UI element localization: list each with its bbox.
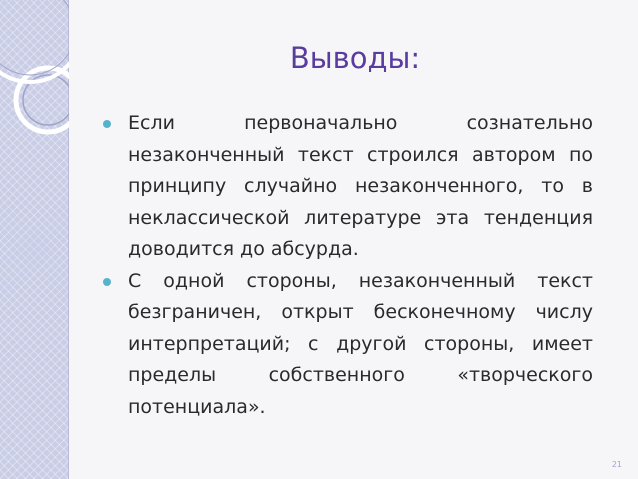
- list-item: [100, 266, 593, 424]
- list-item: [100, 108, 593, 266]
- bullet-text: С одной стороны, незаконченный текст безграничен, открыт бесконечному числу интерпретаций; с другой стороны, имеет пределы собственного «творческого потенциала».: [128, 269, 593, 418]
- bullet-icon: [103, 278, 111, 286]
- bullet-text: Если первоначально сознательно незаконченный текст строился автором по принципу случайно незаконченного, то в неклассической литературе эта тенденция доводится до абсурда.: [128, 112, 593, 260]
- page-number: 21: [611, 460, 622, 469]
- bullet-list: [100, 108, 593, 423]
- slide-title: Выводы:: [289, 41, 421, 75]
- decorative-circles: [0, 0, 69, 479]
- side-decoration-panel: [0, 0, 69, 479]
- bullet-icon: [103, 120, 111, 128]
